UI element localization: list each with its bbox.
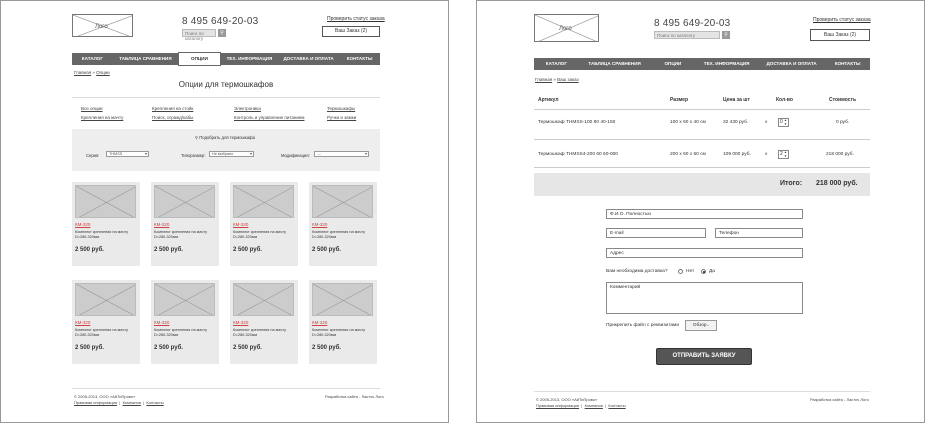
footer-separator: | xyxy=(605,403,607,408)
product-price: 2 500 руб. xyxy=(312,345,341,351)
delivery-yes-label: Да xyxy=(709,269,715,274)
nav-tech-info[interactable]: ТЕХ. ИНФОРМАЦИЯ xyxy=(226,56,273,61)
product-desc-line: D=280-320мм xyxy=(154,333,179,337)
modification-select[interactable]: — ▾ xyxy=(314,151,369,157)
copyright: © 2005-2013, ООО «АйТиПрово» xyxy=(74,394,136,399)
product-desc-line: D=280-320мм xyxy=(312,235,337,239)
product-price: 2 500 руб. xyxy=(233,247,262,253)
your-order-button[interactable]: Ваш Заказ (2) xyxy=(322,26,380,37)
address-field[interactable]: Адрес xyxy=(606,248,803,258)
filter-heading-text: Подобрать для термошкафа xyxy=(199,135,255,140)
product-desc-line: D=280-320мм xyxy=(75,235,100,239)
product-description xyxy=(233,230,295,240)
product-card[interactable] xyxy=(309,182,377,266)
check-order-status-link[interactable]: Проверить статус заказа xyxy=(813,17,871,23)
phone-number: 8 495 649-20-03 xyxy=(182,16,259,27)
developer-credit[interactable]: Разработка сайта - Ласточ Лого xyxy=(810,397,869,402)
fio-field[interactable]: Ф.И.О. Полностью xyxy=(606,209,803,219)
table-divider xyxy=(534,109,870,110)
product-price: 2 500 руб. xyxy=(312,247,341,253)
column-header-cost: Стоимость xyxy=(829,97,857,103)
attach-file-label: Прикрепить файл с реквизитами xyxy=(606,323,680,328)
column-header-qty: Кол-во xyxy=(776,97,793,103)
cell-price: 109 000 руб. xyxy=(723,152,751,157)
footer-separator: | xyxy=(581,403,583,408)
site-logo[interactable] xyxy=(534,14,599,42)
cell-size: 100 х 60 х 40 см xyxy=(670,120,706,125)
product-image xyxy=(312,283,373,316)
breadcrumb-separator: » xyxy=(552,77,558,82)
cell-cost: 0 руб. xyxy=(836,120,850,125)
search-icon[interactable]: ⚲ xyxy=(218,29,226,37)
breadcrumb-current[interactable]: Ваш заказ xyxy=(557,77,579,82)
product-description xyxy=(154,230,216,240)
filter-heading xyxy=(195,135,255,140)
option-link[interactable]: Все опции xyxy=(81,106,103,111)
breadcrumb xyxy=(74,70,110,75)
cell-times: х xyxy=(765,152,768,157)
logo-text: Лого xyxy=(559,26,572,32)
product-name[interactable]: КМ-320 xyxy=(233,222,249,227)
logo-text: Лого xyxy=(95,24,108,30)
product-image xyxy=(312,185,373,218)
product-desc-line: Комплект крепления на мачту xyxy=(154,230,207,234)
product-desc-line: Комплект крепления на мачту xyxy=(75,328,128,332)
footer-links xyxy=(74,400,164,405)
quantity-value: 0 xyxy=(780,119,783,125)
option-link[interactable]: Крепления на мачту xyxy=(81,115,124,120)
nav-contacts[interactable]: КОНТАКТЫ xyxy=(346,56,373,61)
option-link[interactable]: Контроль и управление питанием xyxy=(234,115,305,120)
breadcrumb-current[interactable]: Опции xyxy=(96,70,110,75)
product-image xyxy=(75,283,136,316)
product-name[interactable]: КМ-320 xyxy=(312,222,328,227)
product-image xyxy=(154,185,215,218)
search-input[interactable]: Поиск по каталогу xyxy=(182,29,216,37)
comment-textarea[interactable]: Комментарий xyxy=(606,282,803,314)
product-description xyxy=(233,328,295,338)
product-desc-line: Комплект крепления на мачту xyxy=(312,230,365,234)
product-card[interactable] xyxy=(151,182,219,266)
nav-contacts[interactable]: КОНТАКТЫ xyxy=(834,61,861,66)
footer-links xyxy=(536,403,626,408)
breadcrumb xyxy=(535,77,579,82)
delivery-question: Вам необходима доставка? xyxy=(606,269,668,274)
product-card[interactable] xyxy=(151,280,219,364)
phone-field[interactable]: Телефон xyxy=(715,228,803,238)
search-icon[interactable]: ⚲ xyxy=(722,31,730,39)
nav-options[interactable]: ОПЦИИ xyxy=(178,52,221,66)
product-price: 2 500 руб. xyxy=(233,345,262,351)
product-name[interactable]: КМ-320 xyxy=(154,222,170,227)
product-description xyxy=(312,328,374,338)
nav-tech-info[interactable]: ТЕХ. ИНФОРМАЦИЯ xyxy=(703,61,750,66)
product-desc-line: D=280-320мм xyxy=(233,333,258,337)
product-price: 2 500 руб. xyxy=(75,345,104,351)
delivery-yes-radio[interactable] xyxy=(701,269,706,274)
nav-delivery[interactable]: ДОСТАВКА И ОПЛАТА xyxy=(283,56,334,61)
product-card[interactable] xyxy=(72,280,140,364)
page-title: Опции для термошкафов xyxy=(178,80,274,89)
product-card[interactable] xyxy=(230,182,298,266)
cell-price: 32 430 руб. xyxy=(723,120,749,125)
column-header-price: Цена за шт xyxy=(723,97,750,103)
modification-label: Модификация: xyxy=(281,153,310,158)
quantity-value: 2 xyxy=(780,151,783,157)
breadcrumb-separator: » xyxy=(91,70,97,75)
browse-button[interactable]: Обзор.. xyxy=(685,320,717,331)
option-link[interactable]: Поиск, огражд/кабы xyxy=(152,115,194,120)
product-price: 2 500 руб. xyxy=(154,247,183,253)
quantity-stepper[interactable] xyxy=(778,118,789,127)
main-nav xyxy=(72,53,380,65)
footer-separator: | xyxy=(119,400,121,405)
product-desc-line: D=280-320мм xyxy=(233,235,258,239)
series-select[interactable]: THMSS ▾ xyxy=(106,151,149,157)
breadcrumb-home[interactable]: Главная xyxy=(74,70,92,75)
option-link[interactable]: Крепления на стойк xyxy=(152,106,194,111)
submit-order-button[interactable]: ОТПРАВИТЬ ЗАЯВКУ xyxy=(656,348,752,365)
developer-credit[interactable]: Разработка сайта - Ласточ Лого xyxy=(325,394,384,399)
nav-catalog[interactable]: КАТАЛОГ xyxy=(81,56,103,61)
catalog-page-mockup xyxy=(0,0,449,423)
cell-times: х xyxy=(765,120,768,125)
option-link[interactable]: Термошкафы xyxy=(327,106,356,111)
stepper-arrows-icon[interactable]: ▲ ▼ xyxy=(784,118,787,126)
footer-divider xyxy=(72,388,380,389)
product-name[interactable]: КМ-320 xyxy=(154,320,170,325)
size-label: Типоразмер: xyxy=(181,153,206,158)
product-card[interactable] xyxy=(230,280,298,364)
order-page-mockup xyxy=(476,0,925,423)
product-name[interactable]: КМ-320 xyxy=(312,320,328,325)
product-card[interactable] xyxy=(72,182,140,266)
product-desc-line: D=280-320мм xyxy=(312,333,337,337)
total-value: 218 000 руб. xyxy=(816,180,858,187)
phone-number: 8 495 649-20-03 xyxy=(654,18,731,29)
option-link[interactable]: Ручки и замки xyxy=(327,115,357,120)
divider xyxy=(72,97,380,98)
product-image xyxy=(233,185,294,218)
footer-link-contacts[interactable]: Контакты xyxy=(608,403,626,408)
product-image xyxy=(154,283,215,316)
quantity-stepper[interactable] xyxy=(778,150,789,159)
product-desc-line: Комплект крепления на мачту xyxy=(233,328,286,332)
footer-divider xyxy=(534,391,870,392)
product-description xyxy=(154,328,216,338)
copyright: © 2005-2013, ООО «АйТиПрово» xyxy=(536,397,598,402)
stepper-arrows-icon[interactable]: ▲ ▼ xyxy=(784,150,787,158)
product-desc-line: Комплект крепления на мачту xyxy=(233,230,286,234)
footer-link-company[interactable]: Компания xyxy=(122,400,141,405)
product-price: 2 500 руб. xyxy=(75,247,104,253)
search-input[interactable]: Поиск по каталогу xyxy=(654,31,720,39)
cell-article: Термошкаф THMSS-100 80 40-150 xyxy=(538,120,616,125)
product-description xyxy=(75,328,137,338)
product-name[interactable]: КМ-320 xyxy=(75,222,91,227)
delivery-no-radio[interactable] xyxy=(678,269,683,274)
filter-panel xyxy=(72,129,380,171)
series-label: Серия: xyxy=(86,153,100,158)
footer-link-company[interactable]: Компания xyxy=(584,403,603,408)
footer-link-contacts[interactable]: Контакты xyxy=(146,400,164,405)
option-link[interactable]: Электроника xyxy=(234,106,261,111)
cell-size: 200 х 60 х 60 см xyxy=(670,152,706,157)
column-header-size: Размер xyxy=(670,97,689,103)
main-nav xyxy=(534,58,870,70)
total-bar xyxy=(534,173,870,196)
table-divider xyxy=(534,139,870,140)
size-select[interactable]: Не выбрано ▾ xyxy=(209,151,254,157)
nav-compare[interactable]: ТАБЛИЦА СРАВНЕНИЯ xyxy=(119,56,172,61)
cell-cost: 218 000 руб. xyxy=(826,152,854,157)
footer-separator: | xyxy=(143,400,145,405)
product-desc-line: D=280-320мм xyxy=(154,235,179,239)
site-logo[interactable] xyxy=(72,14,133,37)
nav-options[interactable]: ОПЦИИ xyxy=(664,61,682,66)
column-header-article: Артикул xyxy=(538,97,559,103)
product-description xyxy=(75,230,137,240)
product-card[interactable] xyxy=(309,280,377,364)
search-icon: ⚲ xyxy=(195,135,199,140)
delivery-no-label: Нет xyxy=(686,269,695,274)
product-image xyxy=(233,283,294,316)
nav-compare[interactable]: ТАБЛИЦА СРАВНЕНИЯ xyxy=(588,61,641,66)
check-order-status-link[interactable]: Проверить статус заказа xyxy=(327,16,385,22)
cell-article: Термошкаф THMSS4-200 60 60-000 xyxy=(538,152,618,157)
product-name[interactable]: КМ-320 xyxy=(75,320,91,325)
product-price: 2 500 руб. xyxy=(154,345,183,351)
footer-link-legal[interactable]: Правовая информация xyxy=(74,400,118,405)
total-label: Итого: xyxy=(780,180,803,187)
product-name[interactable]: КМ-320 xyxy=(233,320,249,325)
table-divider xyxy=(534,167,870,168)
product-desc-line: D=280-320мм xyxy=(75,333,100,337)
product-description xyxy=(312,230,374,240)
breadcrumb-home[interactable]: Главная xyxy=(535,77,553,82)
product-image xyxy=(75,185,136,218)
footer-link-legal[interactable]: Правовая информация xyxy=(536,403,580,408)
product-desc-line: Комплект крепления на мачту xyxy=(154,328,207,332)
email-field[interactable]: E-mail xyxy=(606,228,706,238)
nav-delivery[interactable]: ДОСТАВКА И ОПЛАТА xyxy=(766,61,817,66)
product-desc-line: Комплект крепления на мачту xyxy=(75,230,128,234)
product-desc-line: Комплект крепления на мачту xyxy=(312,328,365,332)
nav-catalog[interactable]: КАТАЛОГ xyxy=(545,61,567,66)
your-order-button[interactable]: Ваш Заказ (2) xyxy=(810,29,870,41)
